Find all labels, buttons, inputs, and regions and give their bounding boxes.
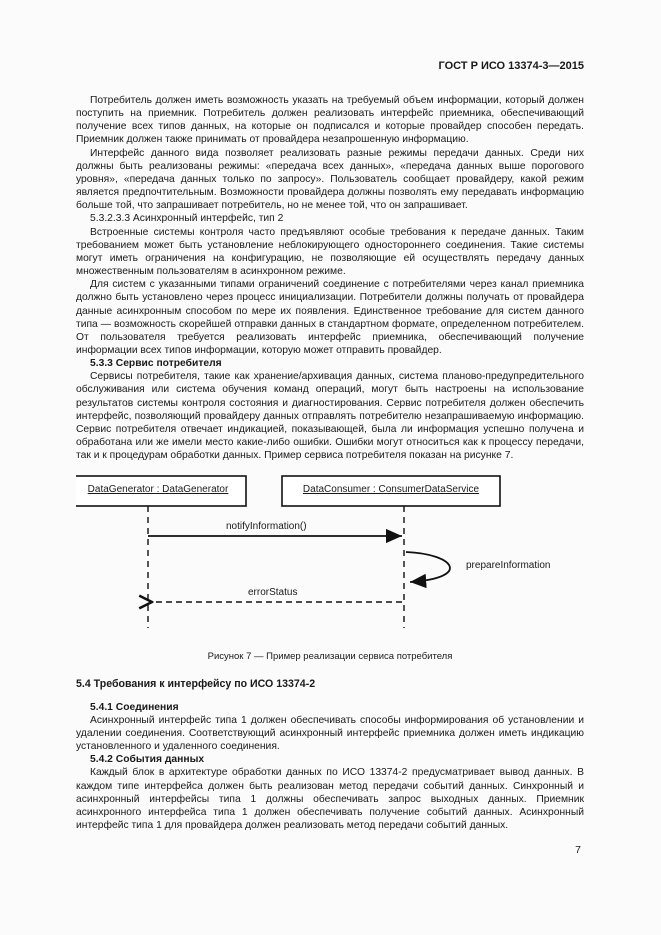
sequence-diagram xyxy=(76,470,584,650)
lifeline-label-consumer: DataConsumer : ConsumerDataService xyxy=(302,484,480,496)
paragraph: Интерфейс данного вида позволяет реализовать разные режимы передачи данных. Среди них должны быть реализованы режимы: «передача всех данных», «передача данных выше порогового уровня», «передача данных только по запросу». Пользователь сообщает провайдеру, какой режим является предпочтительным. Возможности провайдера должны позволять ему передавать информацию больше той, что запрашивает потребитель, но не менее той, что он запрашивает. xyxy=(76,147,584,212)
section-heading-5-4-2: 5.4.2 События данных xyxy=(90,754,205,766)
message-self-label: prepareInformation xyxy=(466,560,551,572)
page-content xyxy=(76,94,584,832)
paragraph: Асинхронный интерфейс типа 1 должен обеспечивать способы информирования об установлении и удалении соединения. Соответствующий асинхронный интерфейс приемника должен иметь индикацию установленного и удаленного соединения. xyxy=(76,714,584,753)
message-call-label: notifyInformation() xyxy=(226,521,307,533)
section-heading-5-4: 5.4 Требования к интерфейсу по ИСО 13374-2 xyxy=(76,677,316,690)
page-number: 7 xyxy=(575,844,581,856)
paragraph: Сервисы потребителя, такие как хранение/архивация данных, система планово-предупредительного обслуживания или система обучения команд операций, могут быть настроены на использование результатов системы контроля состояния и диагностирования. Сервис потребителя должен обеспечить интерфейс, позволяющий провайдеру данных отправлять потребителю незапрашиваемую информацию. Сервис потребителя отвечает индикацией, показывающей, была ли информация успешно получена и обработана или же имели место какие-либо ошибки. Ошибки могут относиться как к процессу передачи, так и к процедурам обработки данных. Пример сервиса потребителя показан на рисунке 7. xyxy=(76,371,584,462)
section-heading-5-4-1: 5.4.1 Соединения xyxy=(90,701,179,713)
paragraph: Встроенные системы контроля часто предъявляют особые требования к передаче данных. Таким требованием может быть установление неблокирующего одностороннего соединения. Такие системы могут иметь ограничения на конфигурацию, не позволяющие ей осуществлять передачу данных множественным пользователям в асинхронном режиме. xyxy=(76,226,584,278)
message-self-arrow xyxy=(406,552,450,582)
document-header: ГОСТ Р ИСО 13374-3—2015 xyxy=(438,60,584,72)
figure-caption: Рисунок 7 — Пример реализации сервиса потребителя xyxy=(207,651,453,663)
paragraph: Для систем с указанными типами ограничений соединение с потребителями через канал приемника должно быть установлено через процесс инициализации. Потребители должны получать от провайдера данные асинхронным способом по мере их появления. Единственное требование для систем данного типа — возможность скорейшей отправки данных в стандартном формате, определенном потребителем. От пользователя требуется реализовать интерфейс приемника, обеспечивающий получение информации всех типов информации, которую может отправить провайдер. xyxy=(76,279,584,356)
section-heading-5-3-3: 5.3.3 Сервис потребителя xyxy=(90,358,222,370)
paragraph: Каждый блок в архитектуре обработки данных по ИСО 13374-2 предусматривает вывод данных. В каждом типе интерфейса должен быть реализован метод передачи событий данных. Синхронный и асинхронный интерфейсы типа 1 должны обеспечивать запрос выходных данных. Приемник асинхронного интерфейса типа 1 должен обеспечивать получение событий данных. Асинхронный интерфейс типа 1 для провайдера должен реализовать метод передачи событий данных. xyxy=(76,767,584,832)
paragraph: Потребитель должен иметь возможность указать на требуемый объем информации, который должен поступить на приемник. Потребитель должен реализовать интерфейс приемника, обеспечивающий получение всех типов данных, на которые он подписался и которые провайдер способен передать. Приемник должен также принимать от провайдера незапрошенную информацию. xyxy=(76,95,584,146)
section-heading-5-3-2-3-3: 5.3.2.3.3 Асинхронный интерфейс, тип 2 xyxy=(90,213,284,225)
message-return-label: errorStatus xyxy=(248,587,298,599)
lifeline-label-generator: DataGenerator : DataGenerator xyxy=(87,484,229,496)
